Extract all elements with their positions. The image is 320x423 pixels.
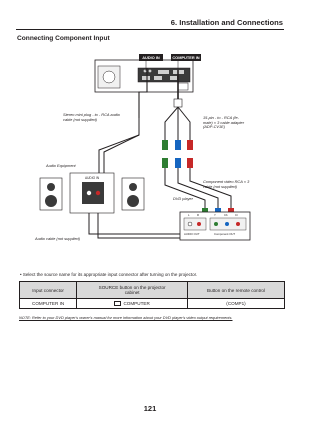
amp-audio-in-label: AUDIO IN — [85, 176, 100, 180]
header-source-button: SOURCE button on the projector cabinet — [77, 282, 188, 299]
computer-in-tag: COMPUTER IN — [172, 55, 200, 60]
dvd-component-out-label: Component OUT — [214, 232, 236, 236]
component-cable-label: Component video RCA × 3 cable (not supplied) — [203, 179, 250, 189]
cell-source-label: COMPUTER — [123, 300, 150, 306]
cell-remote-button: (COMP1) — [188, 299, 285, 309]
computer-icon — [114, 301, 121, 306]
audio-equipment-label: Audio Equipment — [46, 163, 76, 168]
page-number: 121 — [143, 404, 157, 413]
dvd-jack-l: L — [188, 213, 190, 217]
audio-in-tag: AUDIO IN — [139, 54, 163, 61]
source-table — [19, 281, 285, 309]
audio-cable-label: Audio cable (not supplied) — [35, 236, 80, 241]
table-row — [20, 299, 285, 309]
instruction-text: • Select the source name for its appropriate input connector after turning on the projector. — [20, 272, 198, 277]
adapter-label: 15-pin - to - RCA (fe- male) × 3 cable adapter (ADP-CV1E) — [203, 115, 244, 130]
dvd-audio-out-label: AUDIO OUT — [184, 232, 200, 236]
dvd-jack-r: R — [197, 213, 200, 217]
dvd-player-label: DVD player — [173, 196, 193, 201]
cell-source-button — [77, 299, 188, 309]
subsection-title: Connecting Component Input — [17, 35, 110, 42]
note-text: NOTE: Refer to your DVD player's owner's manual for more information about your DVD player's video output requirements. — [19, 315, 233, 320]
dvd-jack-y: Y — [214, 213, 216, 217]
stereo-cable-label: Stereo mini plug - to - RCA audio cable (not supplied) — [63, 112, 120, 122]
header-input-connector: Input connector — [20, 282, 77, 299]
dvd-jack-cb: Cb — [224, 213, 228, 217]
section-title: 6. Installation and Connections — [170, 18, 283, 27]
header-remote-button: Button on the remote control — [188, 282, 285, 299]
cell-input-connector: COMPUTER IN — [20, 299, 77, 309]
dvd-jack-cr: Cr — [235, 213, 238, 217]
